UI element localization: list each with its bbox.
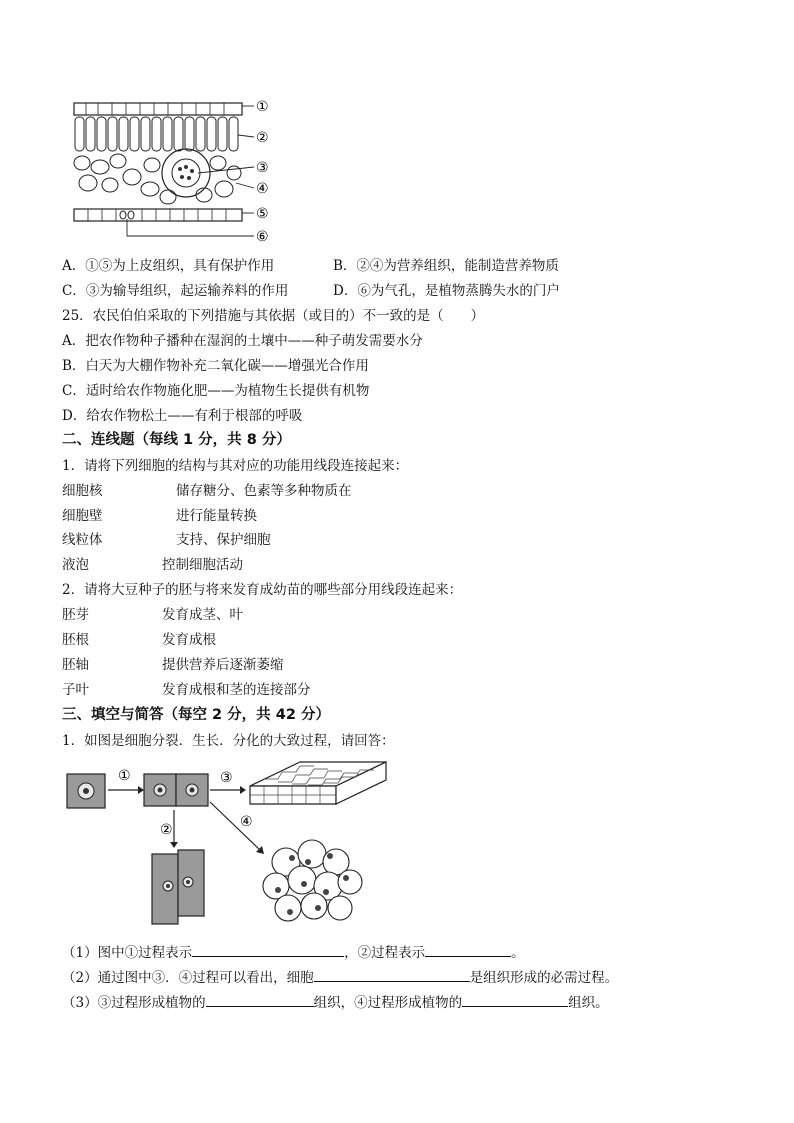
s2q2-right-3: 发育成根和茎的连接部分: [162, 682, 311, 698]
s3-sub3-part2: 组织，④过程形成植物的: [313, 995, 463, 1011]
s2q1-right-0: 储存糖分、色素等多种物质在: [176, 483, 352, 499]
section2-q2-stem: 2．请将大豆种子的胚与将来发育成幼苗的哪些部分用线段连起来：: [62, 582, 463, 598]
process-label-4: ④: [240, 814, 253, 830]
s2q2-right-1: 发育成根: [162, 632, 216, 648]
q24-option-d: D．⑥为气孔，是植物蒸腾失水的门户: [333, 283, 560, 299]
q25-stem: 25．农民伯伯采取的下列措施与其依据（或目的）不一致的是（ ）: [62, 308, 485, 324]
q24-option-a: A．①⑤为上皮组织，具有保护作用: [62, 258, 275, 274]
s3-sub2-part2: 是组织形成的必需过程。: [469, 970, 619, 986]
s3-sub3-blank2[interactable]: [462, 992, 568, 1007]
s2q1-left-2: 线粒体: [62, 532, 103, 548]
leaf-label-6: ⑥: [256, 229, 269, 245]
s2q2-left-1: 胚根: [62, 632, 89, 648]
s3-sub3-part1: （3）③过程形成植物的: [62, 995, 206, 1011]
s3-sub3-blank1[interactable]: [206, 992, 314, 1007]
s2q2-left-0: 胚芽: [62, 607, 89, 623]
s3-sub1-part3: 。: [511, 945, 525, 961]
s2q1-right-1: 进行能量转换: [176, 508, 257, 524]
s3-sub1-part2: ，②过程表示: [344, 945, 426, 961]
q24-option-b: B．②④为营养组织，能制造营养物质: [333, 258, 559, 274]
process-label-1: ①: [118, 768, 131, 784]
process-label-2: ②: [160, 822, 173, 838]
s2q2-left-2: 胚轴: [62, 657, 89, 673]
s3-sub2: [62, 967, 618, 988]
leaf-label-2: ②: [256, 130, 269, 146]
leaf-cross-section-figure: [68, 93, 278, 248]
cell-process-figure: [64, 758, 394, 930]
q25-option-a: A．把农作物种子播种在湿润的土壤中——种子萌发需要水分: [62, 333, 423, 349]
s2q1-right-3: 控制细胞活动: [162, 557, 243, 573]
s3-sub2-blank1[interactable]: [314, 967, 470, 982]
s3-sub3: [62, 992, 609, 1013]
q24-option-c: C．③为输导组织，起运输养料的作用: [62, 283, 289, 299]
s3-sub1-blank1[interactable]: [192, 942, 344, 957]
s2q1-left-0: 细胞核: [62, 483, 103, 499]
leaf-label-4: ④: [256, 181, 269, 197]
q25-option-b: B．白天为大棚作物补充二氧化碳——增强光合作用: [62, 358, 369, 374]
q25-option-c: C．适时给农作物施化肥——为植物生长提供有机物: [62, 383, 370, 399]
section2-q1-stem: 1．请将下列细胞的结构与其对应的功能用线段连接起来：: [62, 458, 409, 474]
section2-title: 二、连线题（每线 1 分，共 8 分）: [62, 432, 291, 448]
s3-sub1-part1: （1）图中①过程表示: [62, 945, 193, 961]
process-label-3: ③: [220, 770, 233, 786]
q25-option-d: D．给农作物松土——有利于根部的呼吸: [62, 408, 303, 424]
s2q2-right-0: 发育成茎、叶: [162, 607, 243, 623]
leaf-label-5: ⑤: [256, 206, 269, 222]
s3-sub2-part1: （2）通过图中③．④过程可以看出，细胞: [62, 970, 314, 986]
section3-title: 三、填空与简答（每空 2 分，共 42 分）: [62, 707, 330, 723]
leaf-label-3: ③: [256, 160, 269, 176]
s3-sub1: [62, 942, 525, 963]
s2q2-right-2: 提供营养后逐渐萎缩: [162, 657, 284, 673]
s2q2-left-3: 子叶: [62, 682, 89, 698]
s2q1-left-1: 细胞壁: [62, 508, 103, 524]
leaf-label-1: ①: [256, 99, 269, 115]
s2q1-left-3: 液泡: [62, 557, 89, 573]
section3-q1-stem: 1．如图是细胞分裂．生长．分化的大致过程，请回答：: [62, 733, 395, 749]
s3-sub1-blank2[interactable]: [425, 942, 511, 957]
s2q1-right-2: 支持、保护细胞: [176, 532, 271, 548]
s3-sub3-part3: 组织。: [568, 995, 609, 1011]
